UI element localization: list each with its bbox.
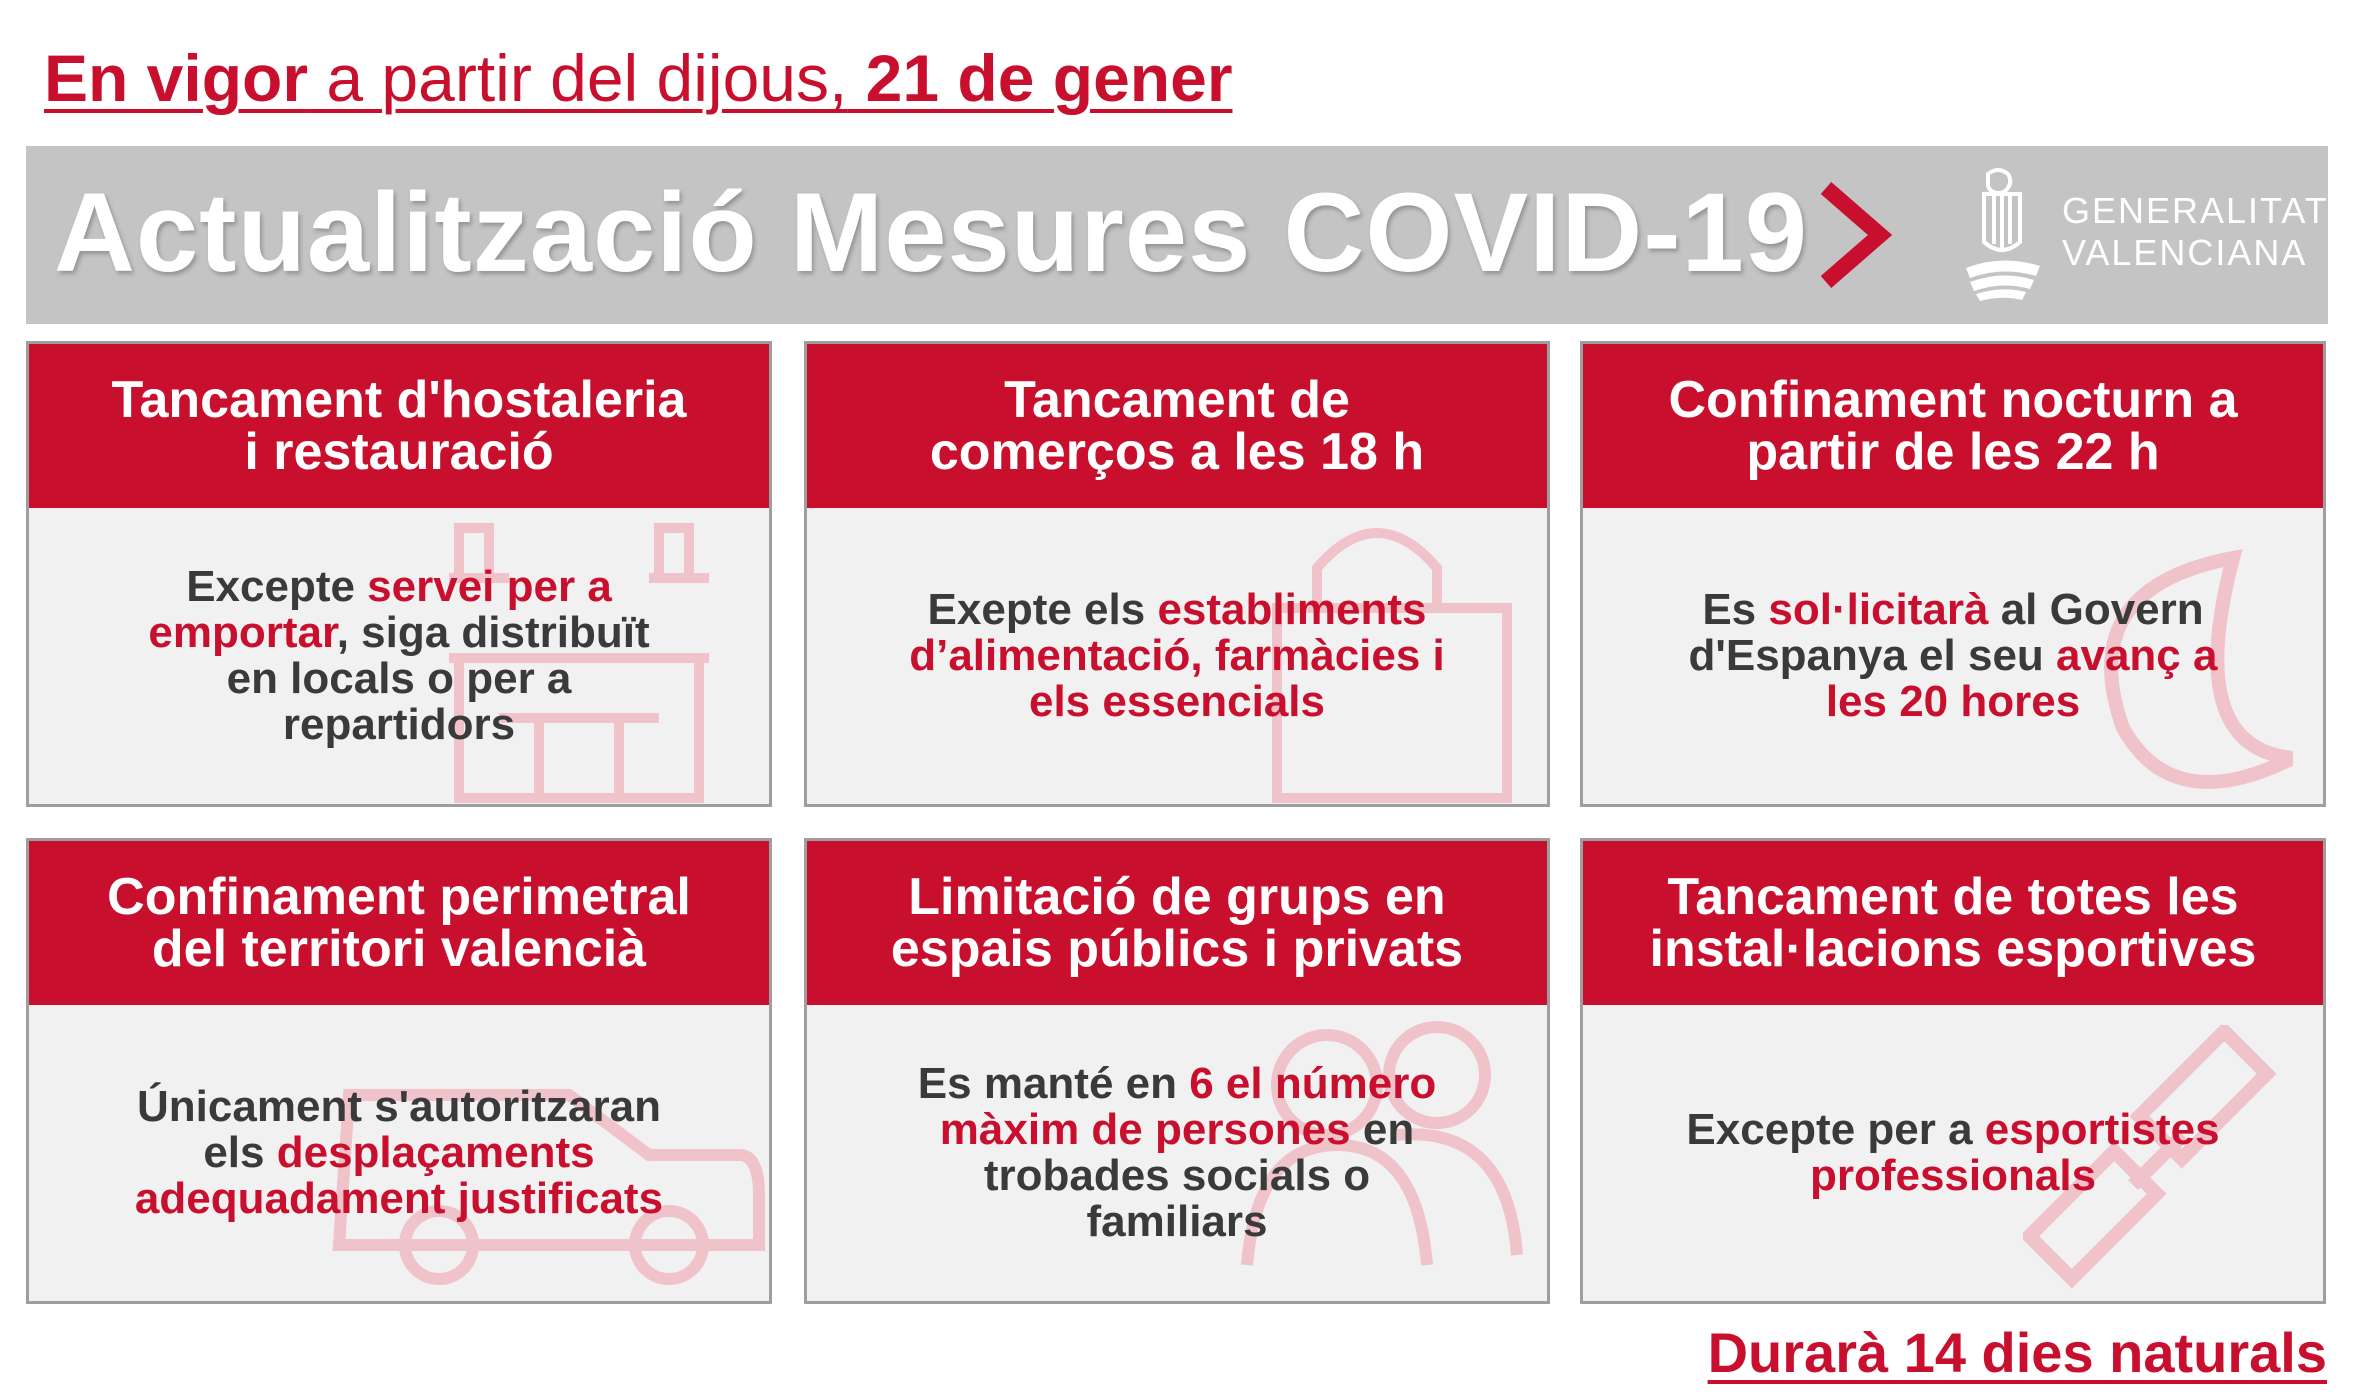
measure-body xyxy=(807,1005,1547,1301)
body-text: Es xyxy=(1702,585,1769,634)
measure-body xyxy=(29,1005,769,1301)
logo-line-1: GENERALITAT xyxy=(2062,190,2329,231)
measure-title: Tancament d'hostaleria i restauració xyxy=(29,344,769,508)
body-text: Excepte xyxy=(186,562,368,611)
measure-title: Limitació de grups en espais públics i privats xyxy=(807,841,1547,1005)
measure-card xyxy=(1580,838,2326,1304)
measure-description xyxy=(119,564,679,748)
measure-body xyxy=(1583,1005,2323,1301)
effective-date-lead: En vigor xyxy=(44,41,309,115)
duration-note: Durarà 14 dies naturals xyxy=(1707,1321,2327,1384)
highlight-text: avanç a les 20 hores xyxy=(1825,631,2218,726)
measure-body xyxy=(1583,508,2323,804)
body-text: Excepte per a xyxy=(1686,1105,1985,1154)
measure-description xyxy=(1673,587,2233,725)
measure-card xyxy=(26,838,772,1304)
chevron-right-icon xyxy=(1808,180,1898,290)
body-text: Exepte els xyxy=(927,585,1158,634)
measure-title: Confinament perimetral del territori valencià xyxy=(29,841,769,1005)
highlight-text: desplaçaments adequadament justificats xyxy=(134,1128,664,1223)
measure-card xyxy=(804,341,1550,807)
highlight-text: servei per a emportar xyxy=(148,562,612,657)
generalitat-logo xyxy=(1958,164,2329,304)
measure-title: Tancament de comerços a les 18 h xyxy=(807,344,1547,508)
logo-text xyxy=(2062,190,2329,274)
body-text: en trobades socials o familiars xyxy=(983,1105,1415,1246)
effective-date xyxy=(44,40,1233,116)
measure-body xyxy=(807,508,1547,804)
effective-date-day: 21 de gener xyxy=(847,41,1233,115)
measure-description xyxy=(119,1084,679,1222)
page-title: Actualització Mesures COVID-19 xyxy=(54,170,1809,295)
highlight-text: sol·licitarà xyxy=(1768,585,1989,634)
measure-description xyxy=(1673,1107,2233,1199)
measure-title: Tancament de totes les instal·lacions esportives xyxy=(1583,841,2323,1005)
body-text: Únicament s'autoritzaran els xyxy=(137,1082,661,1177)
effective-date-middle: a partir del dijous, xyxy=(308,41,848,115)
title-banner xyxy=(26,146,2328,324)
body-text: , siga distribuït en locals o per a repartidors xyxy=(226,608,650,749)
measure-description xyxy=(897,587,1457,725)
measure-description xyxy=(897,1061,1457,1245)
body-text: Es manté en xyxy=(917,1059,1190,1108)
measure-card xyxy=(1580,341,2326,807)
highlight-text: establiments d’alimentació, farmàcies i els essencials xyxy=(909,585,1445,726)
logo-line-2: VALENCIANA xyxy=(2062,232,2308,273)
measure-card xyxy=(804,838,1550,1304)
measure-body xyxy=(29,508,769,804)
coat-of-arms-icon xyxy=(1958,164,2048,304)
body-text: al Govern d'Espanya el seu xyxy=(1688,585,2204,680)
highlight-text: esportistes professionals xyxy=(1809,1105,2220,1200)
highlight-text: 6 el número màxim de persones xyxy=(939,1059,1437,1154)
measure-card xyxy=(26,341,772,807)
measure-title: Confinament nocturn a partir de les 22 h xyxy=(1583,344,2323,508)
